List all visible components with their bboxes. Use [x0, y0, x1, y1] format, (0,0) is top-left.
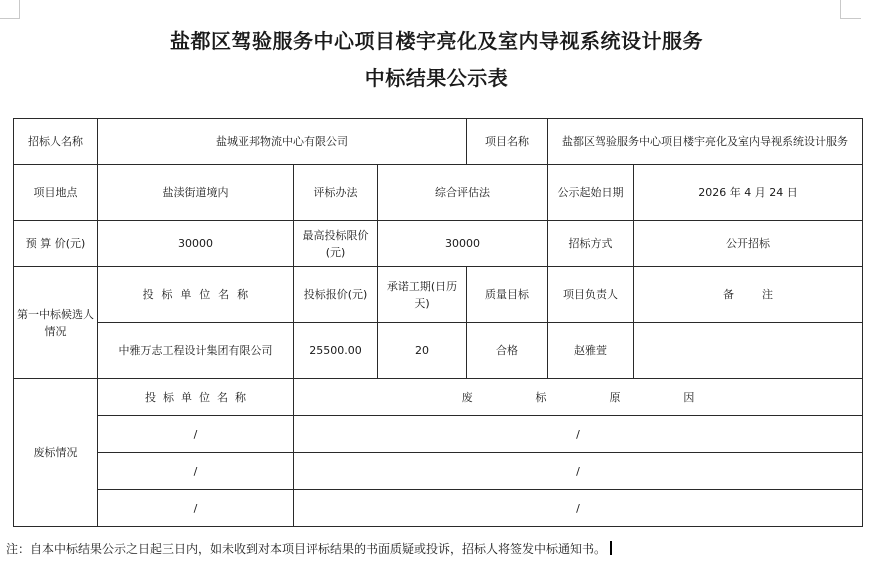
- table-row: [14, 379, 863, 416]
- tenderer-label: 招标人名称: [14, 119, 98, 165]
- page-corner-mark-right: [840, 0, 861, 19]
- invalid-reason: /: [294, 416, 863, 453]
- publish-date-value: 2026 年 4 月 24 日: [634, 165, 863, 221]
- footnote: [6, 540, 612, 557]
- text-cursor: [610, 541, 612, 555]
- method-value: 公开招标: [634, 221, 863, 267]
- location-value: 盐渎街道境内: [98, 165, 294, 221]
- table-row: [14, 323, 863, 379]
- table-row: [14, 416, 863, 453]
- candidate-remarks: [634, 323, 863, 379]
- invalid-header-reason: 废 标 原 因: [294, 379, 863, 416]
- table-row: [14, 490, 863, 527]
- candidate-quality: 合格: [467, 323, 548, 379]
- invalid-reason: /: [294, 453, 863, 490]
- invalid-reason: /: [294, 490, 863, 527]
- eval-method-label: 评标办法: [294, 165, 378, 221]
- candidates-section-label: 第一中标候选人情况: [14, 267, 98, 379]
- page-title-line2: 中标结果公示表: [364, 66, 509, 90]
- candidates-header-manager: 项目负责人: [548, 267, 634, 323]
- project-name-value: 盐都区驾验服务中心项目楼宇亮化及室内导视系统设计服务: [548, 119, 863, 165]
- invalid-bidder: /: [98, 453, 294, 490]
- candidates-header-remarks: 备 注: [634, 267, 863, 323]
- table-row: [14, 119, 863, 165]
- table-row: [14, 267, 863, 323]
- footnote-text: 注：自本中标结果公示之日起三日内，如未收到对本项目评标结果的书面质疑或投诉，招标人将签发中标通知书。: [6, 542, 607, 556]
- invalid-bidder: /: [98, 490, 294, 527]
- page-title-line1: 盐都区驾验服务中心项目楼宇亮化及室内导视系统设计服务: [170, 29, 703, 53]
- method-label: 招标方式: [548, 221, 634, 267]
- candidates-header-price: 投标报价(元): [294, 267, 378, 323]
- project-name-label: 项目名称: [467, 119, 548, 165]
- tenderer-value: 盐城亚邦物流中心有限公司: [98, 119, 467, 165]
- candidates-header-period: 承诺工期(日历天): [378, 267, 467, 323]
- table-row: [14, 221, 863, 267]
- eval-method-value: 综合评估法: [378, 165, 548, 221]
- invalid-bidder: /: [98, 416, 294, 453]
- candidate-bidder: 中雅万志工程设计集团有限公司: [98, 323, 294, 379]
- location-label: 项目地点: [14, 165, 98, 221]
- budget-value: 30000: [98, 221, 294, 267]
- budget-label: 预 算 价(元): [14, 221, 98, 267]
- invalid-section-label: 废标情况: [14, 379, 98, 527]
- result-table: [13, 118, 863, 527]
- publish-date-label: 公示起始日期: [548, 165, 634, 221]
- candidates-header-quality: 质量目标: [467, 267, 548, 323]
- page-corner-mark-left: [0, 0, 20, 19]
- max-price-label: 最高投标限价(元): [294, 221, 378, 267]
- table-row: [14, 453, 863, 490]
- candidates-header-bidder: 投 标 单 位 名 称: [98, 267, 294, 323]
- candidate-manager: 赵雅萱: [548, 323, 634, 379]
- table-row: [14, 165, 863, 221]
- max-price-value: 30000: [378, 221, 548, 267]
- candidate-period: 20: [378, 323, 467, 379]
- candidate-price: 25500.00: [294, 323, 378, 379]
- invalid-header-bidder: 投 标 单 位 名 称: [98, 379, 294, 416]
